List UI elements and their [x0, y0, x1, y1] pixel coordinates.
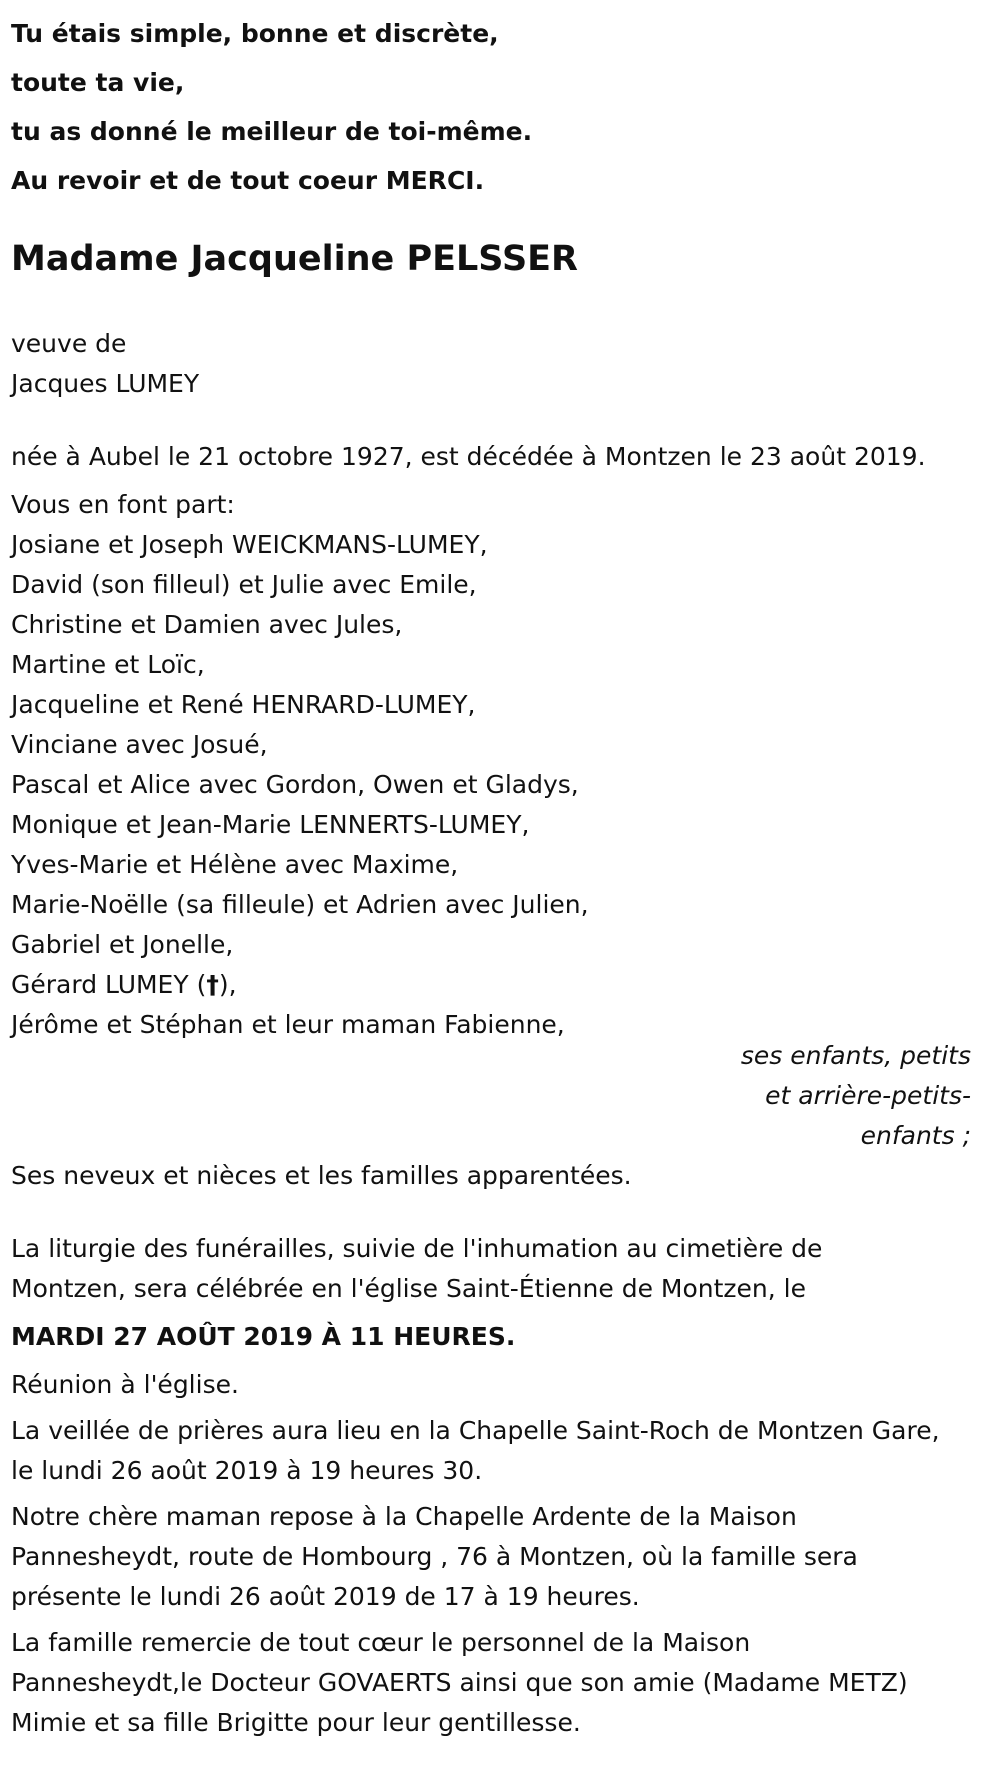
poem-line: tu as donné le meilleur de toi-même.	[11, 117, 533, 146]
announce-label: Vous en font part:	[11, 490, 235, 519]
repose-line: Pannesheydt, route de Hombourg , 76 à Montzen, où la famille sera	[11, 1542, 858, 1571]
family-member: Christine et Damien avec Jules,	[11, 610, 403, 639]
thanks-paragraph	[11, 1623, 989, 1743]
cross-icon: †	[206, 970, 219, 999]
repose-line: présente le lundi 26 août 2019 de 17 à 19 heures.	[11, 1582, 640, 1611]
family-member: Pascal et Alice avec Gordon, Owen et Gladys,	[11, 770, 579, 799]
family-member: David (son filleul) et Julie avec Emile,	[11, 570, 477, 599]
thanks-line: Mimie et sa fille Brigitte pour leur gentillesse.	[11, 1708, 581, 1737]
thanks-line: La famille remercie de tout cœur le personnel de la Maison	[11, 1628, 751, 1657]
repose-line: Notre chère maman repose à la Chapelle Ardente de la Maison	[11, 1502, 797, 1531]
funeral-date: MARDI 27 AOÛT 2019 À 11 HEURES.	[11, 1322, 516, 1351]
widow-label: veuve de	[11, 329, 127, 358]
thanks-line: Pannesheydt,le Docteur GOVAERTS ainsi que son amie (Madame METZ)	[11, 1668, 908, 1697]
vigil-paragraph	[11, 1411, 989, 1491]
relation-line: et arrière-petits-	[765, 1081, 971, 1110]
family-member: Josiane et Joseph WEICKMANS-LUMEY,	[11, 530, 488, 559]
relation-line: enfants ;	[860, 1121, 971, 1150]
family-member: Marie-Noëlle (sa filleule) et Adrien avec Julien,	[11, 890, 589, 919]
family-member-gerard	[11, 965, 989, 1005]
nephews-line: Ses neveux et nièces et les familles apparentées.	[11, 1161, 632, 1190]
spouse-name: Jacques LUMEY	[11, 369, 200, 398]
liturgy-line: La liturgie des funérailles, suivie de l'inhumation au cimetière de	[11, 1234, 823, 1263]
family-member: Gabriel et Jonelle,	[11, 930, 234, 959]
vigil-line: le lundi 26 août 2019 à 19 heures 30.	[11, 1456, 483, 1485]
poem-line: Au revoir et de tout coeur MERCI.	[11, 166, 485, 195]
poem-line: toute ta vie,	[11, 68, 185, 97]
gerard-suffix: ),	[218, 970, 237, 999]
relation-line: ses enfants, petits	[740, 1041, 971, 1070]
meeting-line: Réunion à l'église.	[11, 1370, 239, 1399]
poem-line: Tu étais simple, bonne et discrète,	[11, 19, 499, 48]
poem	[11, 0, 989, 205]
widow-block	[11, 324, 989, 404]
vigil-line: La veillée de prières aura lieu en la Chapelle Saint-Roch de Montzen Gare,	[11, 1416, 940, 1445]
family-member: Monique et Jean-Marie LENNERTS-LUMEY,	[11, 810, 530, 839]
family-member: Vinciane avec Josué,	[11, 730, 268, 759]
relation-note	[11, 1036, 971, 1156]
gerard-name: Gérard LUMEY (	[11, 970, 207, 999]
repose-paragraph	[11, 1497, 989, 1617]
family-member: Jérôme et Stéphan et leur maman Fabienne,	[11, 1010, 565, 1039]
birth-death-line: née à Aubel le 21 octobre 1927, est décédée à Montzen le 23 août 2019.	[11, 442, 926, 471]
liturgy-line: Montzen, sera célébrée en l'église Saint-Étienne de Montzen, le	[11, 1274, 806, 1303]
family-member: Yves-Marie et Hélène avec Maxime,	[11, 850, 459, 879]
family-list	[11, 525, 989, 1045]
liturgy-paragraph	[11, 1229, 989, 1309]
family-member: Martine et Loïc,	[11, 650, 205, 679]
deceased-name: Madame Jacqueline PELSSER	[11, 239, 579, 279]
family-member: Jacqueline et René HENRARD-LUMEY,	[11, 690, 476, 719]
